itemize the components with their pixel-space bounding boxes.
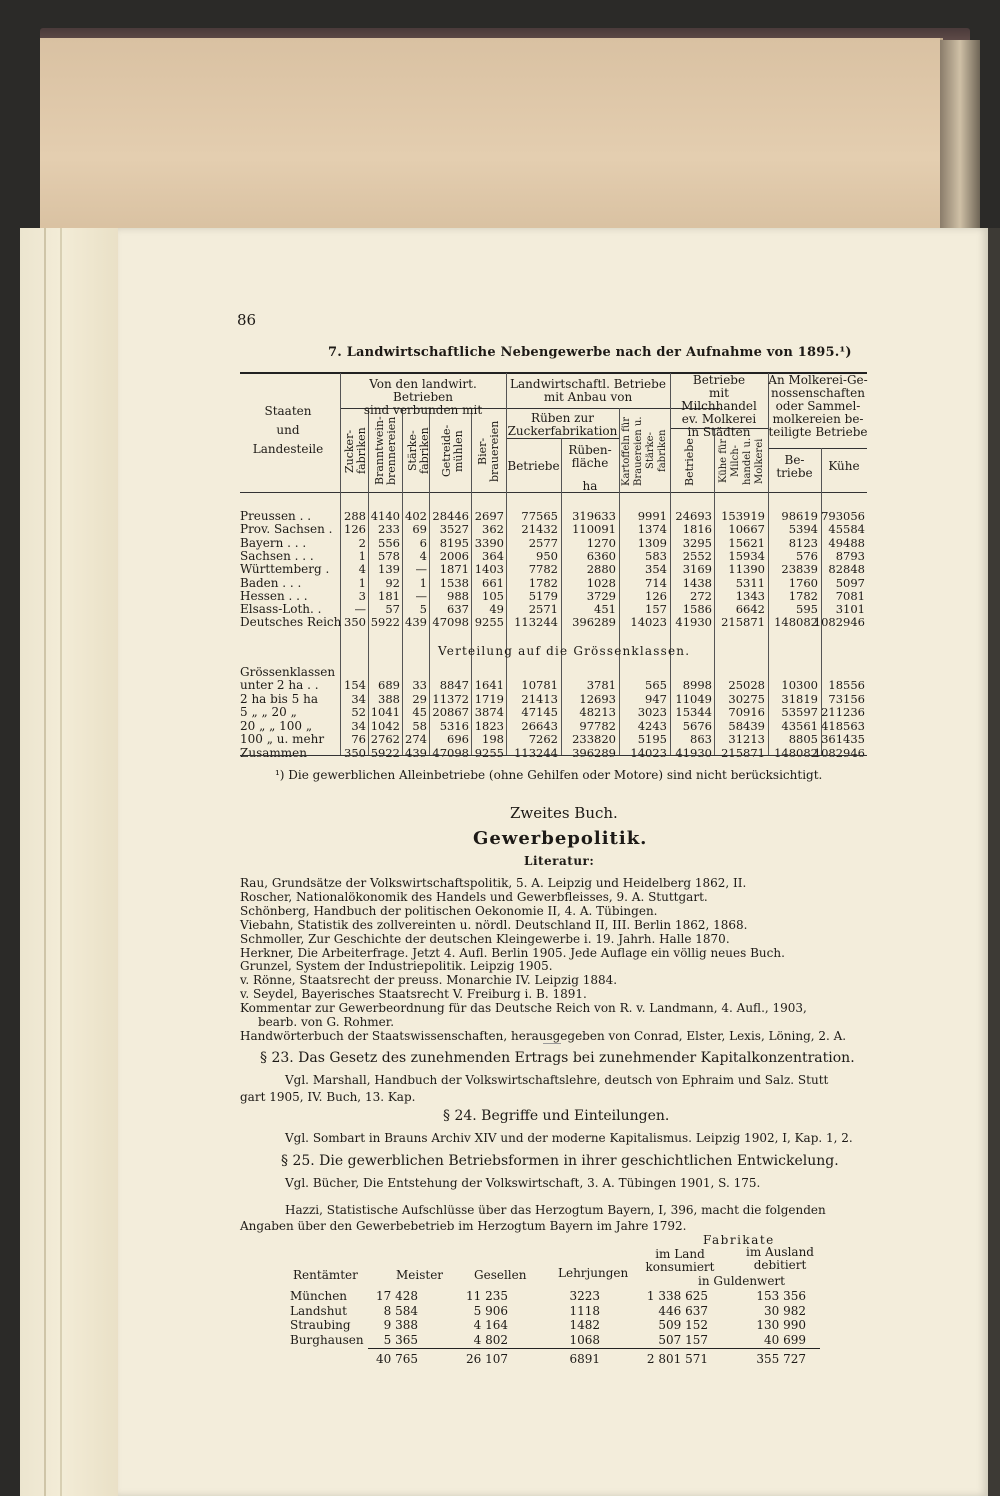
size-cell: 29 (412, 691, 427, 706)
size-cell: 3023 (637, 705, 667, 719)
size-cell: 3874 (474, 705, 504, 719)
state-cell: 8123 (788, 535, 818, 550)
page-stack-edge (20, 228, 120, 1496)
rentamt-cell: 9 388 (383, 1318, 418, 1332)
header-bottom-rule (240, 492, 867, 493)
state-cell: 126 (645, 588, 667, 603)
size-cell: 33 (412, 678, 427, 692)
rentamt-cell: 153 356 (756, 1289, 806, 1303)
literatur-label: Literatur: (524, 854, 595, 868)
state-cell: 2571 (528, 602, 558, 617)
header-zuckerfabriken: Zucker-fabriken (343, 427, 368, 475)
size-cell: 20867 (432, 705, 469, 719)
state-cell: 113244 (514, 615, 558, 630)
header-rueben: Rüben zur Zuckerfabrikation (507, 411, 618, 438)
rentamt-cell: 130 990 (756, 1318, 806, 1332)
rentamt-cell: 1 338 625 (646, 1289, 708, 1303)
size-cell: 388 (378, 691, 400, 706)
size-cell: 5316 (439, 718, 469, 733)
state-cell: 6360 (586, 548, 616, 563)
literatur-entry: bearb. von G. Rohmer. (258, 1015, 395, 1029)
header-unit: in Guldenwert (698, 1274, 785, 1288)
state-cell: 362 (482, 522, 504, 537)
size-cell: 1823 (474, 718, 504, 733)
state-cell: — (354, 602, 366, 617)
state-cell: 1782 (528, 575, 558, 590)
state-cell: 1343 (735, 588, 765, 603)
literatur-entry: Schönberg, Handbuch der politischen Oekonomie II, 4. A. Tübingen. (240, 903, 658, 918)
state-cell: 4 (358, 562, 366, 577)
header-inland: im Land konsumiert (645, 1247, 715, 1274)
state-cell: 181 (378, 588, 400, 603)
state-row-label: Württemberg . (240, 562, 330, 577)
state-cell: 4140 (370, 509, 400, 523)
state-cell: 215871 (721, 615, 765, 630)
state-cell: 988 (447, 588, 469, 603)
book-spine-edge (940, 40, 980, 240)
state-cell: 110091 (572, 522, 616, 537)
fabrikate-header: Fabrikate (703, 1233, 775, 1247)
size-cell: 31819 (781, 691, 818, 706)
state-cell: 157 (645, 602, 667, 617)
state-cell: 1586 (682, 602, 712, 617)
state-cell: 105 (482, 588, 504, 603)
state-cell: 49 (489, 602, 504, 617)
size-cell: 350 (344, 745, 366, 760)
literatur-entry: Kommentar zur Gewerbeordnung für das Deutsche Reich von R. v. Landmann, 4. Aufl., 1903, (240, 1001, 807, 1016)
state-cell: 350 (344, 615, 366, 630)
state-cell: 45584 (828, 522, 865, 537)
state-cell: 6642 (735, 602, 765, 617)
total-cell: 6891 (569, 1352, 600, 1366)
state-cell: 7081 (835, 588, 865, 603)
size-cell: 58 (412, 718, 427, 733)
header-gesellen: Gesellen (474, 1268, 527, 1282)
page-number: 86 (237, 311, 257, 329)
size-cell: 41930 (675, 745, 712, 760)
state-cell: 15934 (728, 548, 765, 563)
book-page (118, 228, 988, 1496)
size-cell: 148082 (774, 745, 818, 760)
size-cell: 7262 (528, 732, 558, 746)
size-cell: 43561 (781, 718, 818, 733)
size-cell: 21413 (521, 691, 558, 706)
rentamt-cell: 446 637 (658, 1303, 708, 1318)
header-states: Staaten und Landesteile (252, 404, 324, 456)
state-cell: 595 (796, 602, 818, 617)
state-cell: 24693 (675, 509, 712, 523)
size-cell: 53597 (781, 705, 818, 719)
rentamt-cell: 17 428 (376, 1289, 418, 1303)
header-group-molkerei: An Molkerei-Ge- nossenschaften oder Sammel- molkereien be- teiligte Betriebe (768, 373, 868, 439)
rentamt-cell: 8 584 (383, 1303, 418, 1318)
size-cell: 1082946 (813, 745, 865, 760)
size-cell: 34 (351, 718, 366, 733)
state-cell: 1438 (682, 575, 712, 590)
state-row-label: Elsass-Loth. . (240, 602, 322, 617)
size-cell: 1041 (370, 705, 400, 719)
state-cell: 637 (447, 602, 469, 617)
size-cell: 12693 (579, 691, 616, 706)
state-row-label: Bayern . . . (240, 535, 307, 550)
size-cell: 25028 (728, 678, 765, 692)
state-row-label: Preussen . . (240, 509, 312, 523)
state-cell: 3729 (586, 588, 616, 603)
state-cell: 10667 (728, 522, 765, 537)
header-ausland: im Ausland debitiert (746, 1245, 814, 1272)
state-cell: 9255 (474, 615, 504, 630)
section-23-title: § 23. Das Gesetz des zunehmenden Ertrags bei zunehmender Kapitalkonzentration. (260, 1050, 855, 1066)
state-cell: 5179 (528, 588, 558, 603)
rentamt-cell: 4 164 (473, 1318, 508, 1332)
state-cell: — (415, 562, 427, 577)
size-cell: 97782 (579, 718, 616, 733)
size-cell: 10781 (521, 678, 558, 692)
header-brauereien: Bier-brauereien (476, 420, 501, 482)
size-cell: 863 (690, 732, 712, 746)
rows2-header: Grössenklassen (240, 665, 336, 679)
state-cell: 8793 (835, 548, 865, 563)
header-mol-betriebe: Be- triebe (776, 453, 813, 480)
header-rentaemter: Rentämter (293, 1268, 358, 1282)
size-cell: 1042 (370, 718, 400, 733)
hazzi-text-cont: Angaben über den Gewerbebetrieb im Herzogtum Bayern im Jahre 1792. (240, 1219, 687, 1233)
rentamt-name: Burghausen (290, 1332, 364, 1347)
literatur-entry: Herkner, Die Arbeiterfrage. Jetzt 4. Aufl. Berlin 1905. Jede Auflage ein völlig neues Buch. (240, 945, 785, 960)
section-24-ref: Vgl. Sombart in Brauns Archiv XIV und der moderne Kapitalismus. Leipzig 1902, I, Kap. 1, 2. (285, 1131, 853, 1145)
state-cell: 319633 (572, 509, 616, 523)
literatur-entry: Viebahn, Statistik des zollvereinten u. nördl. Deutschland II, III. Berlin 1862, 1868. (240, 917, 748, 932)
table-title: 7. Landwirtschaftliche Nebengewerbe nach der Aufnahme von 1895.¹) (328, 345, 852, 360)
rentamt-cell: 5 365 (383, 1332, 418, 1347)
state-cell: 28446 (432, 509, 469, 523)
total-cell: 355 727 (756, 1352, 806, 1366)
state-row-label: Prov. Sachsen . (240, 522, 333, 537)
state-cell: 15621 (728, 535, 765, 550)
literatur-entry: v. Seydel, Bayerisches Staatsrecht V. Freiburg i. B. 1891. (240, 987, 587, 1002)
state-cell: 1538 (439, 575, 469, 590)
total-cell: 40 765 (376, 1352, 418, 1366)
state-cell: 4 (419, 548, 427, 563)
size-cell: 47145 (521, 705, 558, 719)
table-bottom-rule (240, 755, 867, 756)
size-cell: 689 (378, 678, 400, 692)
state-cell: 2 (358, 535, 366, 550)
header-rule-4 (768, 448, 867, 449)
size-cell: 274 (405, 732, 427, 746)
header-group-milchhandel: Betriebe mit Milchhandel ev. Molkerei in Städten (681, 373, 757, 439)
state-cell: 1816 (682, 522, 712, 537)
state-cell: 2552 (682, 548, 712, 563)
literatur-entry: Rau, Grundsätze der Volkswirtschaftspolitik, 5. A. Leipzig und Heidelberg 1862, II. (240, 876, 747, 890)
state-row-label: Hessen . . . (240, 588, 308, 603)
state-cell: 1 (358, 548, 366, 563)
state-cell: 1782 (788, 588, 818, 603)
rentamt-cell: 1118 (569, 1303, 600, 1318)
state-cell: 92 (385, 575, 400, 590)
state-cell: 3390 (474, 535, 504, 550)
size-cell: 215871 (721, 745, 765, 760)
header-milch-betriebe: Betriebe (683, 438, 696, 486)
header-staerke: Stärke-fabriken (406, 427, 431, 475)
state-cell: 57 (385, 602, 400, 617)
header-lehrjungen: Lehrjungen (558, 1266, 629, 1280)
state-cell: 11390 (728, 562, 765, 577)
state-cell: 396289 (572, 615, 616, 630)
total-cell: 2 801 571 (646, 1352, 708, 1366)
size-cell: 8998 (682, 678, 712, 692)
size-cell: 565 (645, 678, 667, 692)
header-milch-kuehe: Kühe für Milch-handel u. Molkerei (718, 437, 765, 485)
rentamt-name: Landshut (290, 1303, 347, 1318)
state-cell: 9991 (637, 509, 667, 523)
state-row-label: Sachsen . . . (240, 548, 314, 563)
state-cell: 3169 (682, 562, 712, 577)
size-cell: 8847 (439, 678, 469, 692)
size-cell: 52 (351, 705, 366, 719)
state-cell: 2880 (586, 562, 616, 577)
header-branntwein: Branntwein-brennereien (373, 416, 398, 486)
rentamt-cell: 507 157 (658, 1332, 708, 1347)
state-cell: 5394 (788, 522, 818, 537)
size-cell: 396289 (572, 745, 616, 760)
size-cell: 113244 (514, 745, 558, 760)
size-cell: 1719 (474, 691, 504, 706)
state-cell: 556 (378, 535, 400, 550)
size-cell: 361435 (821, 732, 865, 746)
state-cell: 5 (419, 602, 427, 617)
header-group-connected: Von den landwirt. Betrieben sind verbunden mit (363, 377, 483, 417)
section-25-title: § 25. Die gewerblichen Betriebsformen in ihrer geschichtlichen Entwickelung. (281, 1153, 839, 1169)
size-row-label: 100 „ u. mehr (240, 732, 325, 746)
size-cell: 198 (482, 732, 504, 746)
state-cell: 77565 (521, 509, 558, 523)
size-row-label: 20 „ „ 100 „ (240, 718, 313, 733)
size-cell: 48213 (579, 705, 616, 719)
state-cell: 233 (378, 522, 400, 537)
state-cell: 139 (378, 562, 400, 577)
size-cell: 15344 (675, 705, 712, 719)
size-cell: 8805 (788, 732, 818, 746)
size-cell: 58439 (728, 718, 765, 733)
size-cell: 11049 (675, 691, 712, 706)
state-cell: 98619 (781, 509, 818, 523)
state-cell: 47098 (432, 615, 469, 630)
state-cell: 1028 (586, 575, 616, 590)
state-cell: 576 (796, 548, 818, 563)
state-row-label: Deutsches Reich (240, 615, 342, 630)
state-cell: 354 (645, 562, 667, 577)
size-cell: 30275 (728, 691, 765, 706)
state-cell: 793056 (821, 509, 865, 523)
section-24-title: § 24. Begriffe und Einteilungen. (443, 1108, 670, 1124)
header-group-anbau: Landwirtschaftl. Betriebe mit Anbau von (510, 377, 666, 404)
state-cell: 661 (482, 575, 504, 590)
size-cell: 3781 (586, 678, 616, 692)
state-cell: 1403 (474, 562, 504, 577)
state-cell: 1871 (439, 562, 469, 577)
size-cell: 76 (351, 732, 366, 746)
literatur-entry: Handwörterbuch der Staatswissenschaften, herausgegeben von Conrad, Elster, Lexis, Löning, 2. A. (240, 1028, 847, 1043)
state-cell: 439 (405, 615, 427, 630)
size-cell: 4243 (637, 718, 667, 733)
rentamt-cell: 3223 (569, 1289, 600, 1303)
rentamt-cell: 1068 (569, 1332, 600, 1347)
size-cell: 14023 (630, 745, 667, 760)
size-cell: 696 (447, 732, 469, 746)
state-cell: 578 (378, 548, 400, 563)
state-cell: 7782 (528, 562, 558, 577)
section-25-ref: Vgl. Bücher, Die Entstehung der Volkswirtschaft, 3. A. Tübingen 1901, S. 175. (285, 1176, 761, 1190)
size-cell: 5195 (637, 732, 667, 746)
section-title: Gewerbepolitik. (473, 828, 648, 849)
state-row-label: Baden . . . (240, 575, 302, 590)
size-row-label: 5 „ „ 20 „ (240, 705, 297, 719)
state-cell: 2577 (528, 535, 558, 550)
state-cell: 1374 (637, 522, 667, 537)
size-cell: 5676 (682, 718, 712, 733)
section-23-ref-cont: gart 1905, IV. Buch, 13. Kap. (240, 1090, 416, 1104)
size-row-label: unter 2 ha . . (240, 678, 319, 692)
size-cell: 439 (405, 745, 427, 760)
size-cell: 73156 (828, 691, 865, 706)
size-cell: 211236 (821, 705, 865, 719)
size-cell: 2762 (370, 732, 400, 746)
literatur-entry: v. Rönne, Staatsrecht der preuss. Monarchie IV. Leipzig 1884. (240, 973, 618, 988)
state-cell: 126 (344, 522, 366, 537)
header-meister: Meister (396, 1268, 444, 1282)
rentamt-name: Straubing (290, 1318, 351, 1332)
size-cell: 10300 (781, 678, 818, 692)
state-cell: 69 (412, 522, 427, 537)
size-cell: 5922 (370, 745, 400, 760)
state-cell: — (415, 588, 427, 603)
size-cell: 1641 (474, 678, 504, 692)
state-cell: 364 (482, 548, 504, 563)
section-23-ref: Vgl. Marshall, Handbuch der Volkswirtschaftslehre, deutsch von Ephraim und Salz. Stutt (285, 1073, 829, 1087)
header-rueben-flaeche: Rüben- fläche ha (568, 443, 612, 493)
size-cell: 9255 (474, 745, 504, 760)
size-cell: 31213 (728, 732, 765, 746)
size-cell: 45 (412, 705, 427, 719)
state-cell: 1 (419, 575, 427, 590)
state-cell: 153919 (721, 509, 765, 523)
state-cell: 82848 (828, 562, 865, 577)
state-cell: 402 (405, 509, 427, 523)
state-cell: 288 (344, 509, 366, 523)
literatur-entry: Grunzel, System der Industriepolitik. Leipzig 1905. (240, 959, 553, 974)
literatur-entry: Schmoller, Zur Geschichte der deutschen Kleingewerbe i. 19. Jahrh. Halle 1870. (240, 931, 730, 946)
header-mol-kuehe: Kühe (828, 459, 860, 473)
state-cell: 2006 (439, 548, 469, 563)
size-cell: 34 (351, 691, 366, 706)
state-cell: 5311 (735, 575, 765, 590)
state-cell: 451 (594, 602, 616, 617)
state-cell: 6 (419, 535, 427, 550)
state-cell: 23839 (781, 562, 818, 577)
sum-rule (368, 1348, 820, 1349)
state-cell: 8195 (439, 535, 469, 550)
rentamt-cell: 1482 (569, 1318, 600, 1332)
state-cell: 21432 (521, 522, 558, 537)
header-rule-2 (506, 438, 619, 439)
rentamt-cell: 4 802 (473, 1332, 508, 1347)
state-cell: 3295 (682, 535, 712, 550)
state-cell: 714 (645, 575, 667, 590)
rentamt-cell: 509 152 (658, 1318, 708, 1332)
header-getreidemuehlen: Getreide-mühlen (440, 424, 465, 478)
footnote: ¹) Die gewerblichen Alleinbetriebe (ohne Gehilfen oder Motore) sind nicht berücksichtigt. (275, 768, 823, 782)
state-cell: 14023 (630, 615, 667, 630)
size-cell: 18556 (828, 678, 865, 692)
size-cell: 70916 (728, 705, 765, 719)
size-row-label: 2 ha bis 5 ha (240, 691, 318, 706)
state-cell: 1 (358, 575, 366, 590)
caption-groessenklassen: Verteilung auf die Grössenklassen. (438, 644, 691, 658)
header-kartoffeln: Kartoffeln für Brauereien u. Stärke-fabriken (621, 416, 668, 486)
size-cell: 418563 (821, 718, 865, 733)
size-cell: 47098 (432, 745, 469, 760)
state-cell: 2697 (474, 509, 504, 523)
total-cell: 26 107 (466, 1352, 508, 1366)
rentamt-cell: 11 235 (466, 1289, 508, 1303)
state-cell: 1082946 (813, 615, 865, 630)
state-cell: 148082 (774, 615, 818, 630)
state-cell: 3101 (835, 602, 865, 617)
state-cell: 1270 (586, 535, 616, 550)
state-cell: 272 (690, 588, 712, 603)
size-cell: 26643 (521, 718, 558, 733)
literatur-entry: Roscher, Nationalökonomik des Handels und Gewerbfleisses, 9. A. Stuttgart. (240, 889, 708, 904)
state-cell: 583 (645, 548, 667, 563)
size-row-label: Zusammen (240, 745, 307, 760)
size-cell: 154 (344, 678, 366, 692)
rentamt-cell: 40 699 (764, 1332, 806, 1347)
size-cell: 947 (645, 691, 667, 706)
state-cell: 950 (536, 548, 558, 563)
rentamt-name: München (290, 1289, 348, 1303)
size-cell: 233820 (572, 732, 616, 746)
hazzi-text: Hazzi, Statistische Aufschlüsse über das Herzogtum Bayern, I, 396, macht die folgenden (285, 1203, 826, 1217)
state-cell: 5922 (370, 615, 400, 630)
rentamt-cell: 5 906 (473, 1303, 508, 1318)
state-cell: 49488 (828, 535, 865, 550)
state-cell: 1760 (788, 575, 818, 590)
state-cell: 5097 (835, 575, 865, 590)
state-cell: 3 (358, 588, 366, 603)
separator (543, 1043, 561, 1044)
state-cell: 1309 (637, 535, 667, 550)
book-title: Zweites Buch. (510, 804, 618, 822)
rentamt-cell: 30 982 (764, 1303, 806, 1318)
state-cell: 41930 (675, 615, 712, 630)
folded-paper-flap (40, 38, 943, 238)
size-cell: 11372 (432, 691, 469, 706)
header-betriebe: Betriebe (507, 459, 560, 473)
state-cell: 3527 (439, 522, 469, 537)
